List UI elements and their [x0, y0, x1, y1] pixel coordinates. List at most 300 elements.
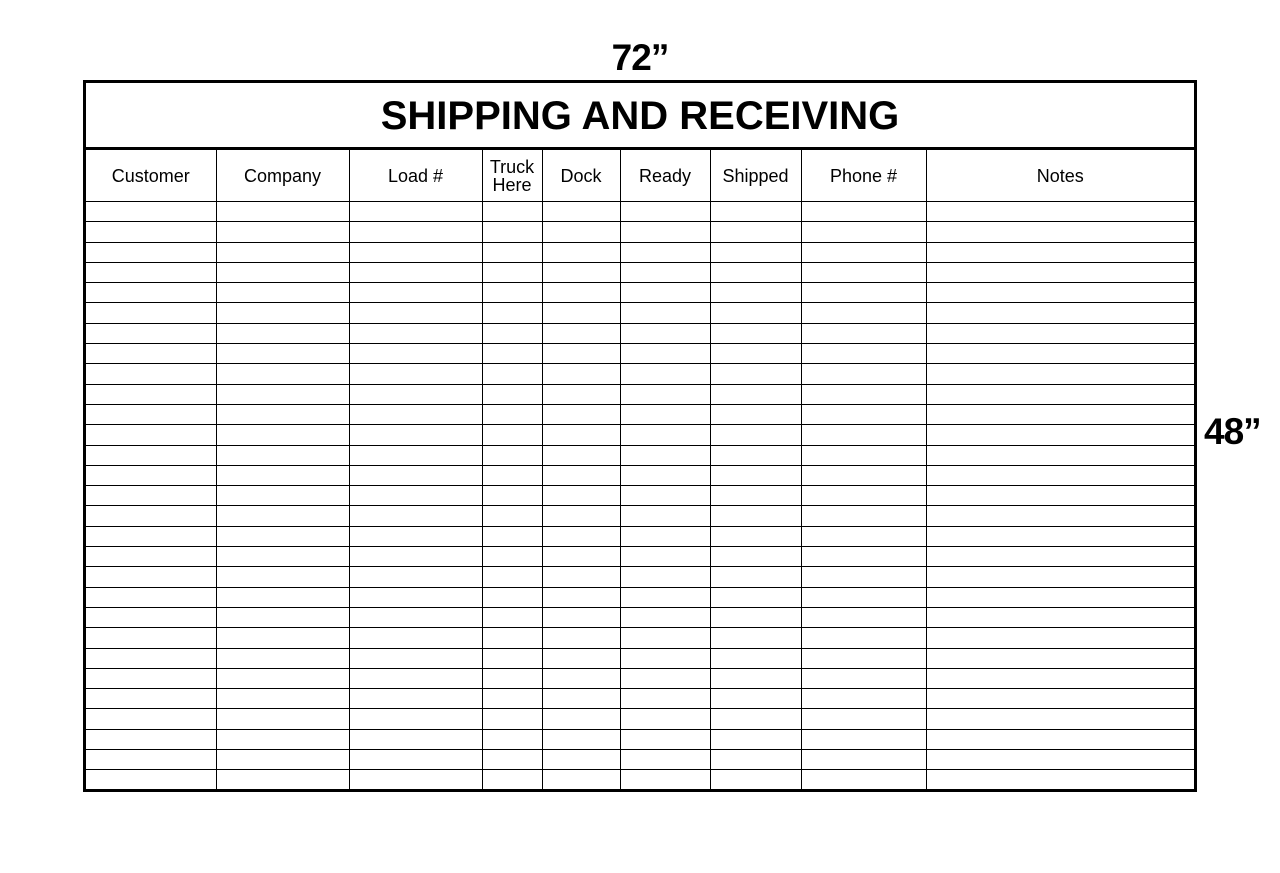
table-cell: [710, 303, 801, 323]
table-cell: [710, 607, 801, 627]
table-cell: [620, 303, 710, 323]
table-cell: [216, 262, 349, 282]
table-cell: [926, 323, 1194, 343]
table-cell: [542, 323, 620, 343]
table-cell: [542, 344, 620, 364]
table-cell: [482, 344, 542, 364]
table-cell: [710, 628, 801, 648]
table-cell: [482, 465, 542, 485]
table-cell: [349, 628, 482, 648]
table-cell: [216, 770, 349, 790]
table-cell: [349, 364, 482, 384]
table-row: [86, 323, 1194, 343]
table-cell: [710, 283, 801, 303]
table-cell: [801, 445, 926, 465]
table-row: [86, 689, 1194, 709]
table-row: [86, 445, 1194, 465]
table-cell: [542, 303, 620, 323]
table-cell: [349, 242, 482, 262]
table-cell: [86, 506, 216, 526]
table-cell: [482, 242, 542, 262]
column-header-notes: Notes: [926, 150, 1194, 202]
table-cell: [620, 344, 710, 364]
table-cell: [349, 404, 482, 424]
table-cell: [710, 404, 801, 424]
table-cell: [542, 648, 620, 668]
board-title: SHIPPING AND RECEIVING: [86, 83, 1194, 150]
table-cell: [216, 668, 349, 688]
table-cell: [801, 404, 926, 424]
table-row: [86, 344, 1194, 364]
table-cell: [86, 526, 216, 546]
column-header-truck-here: Truck Here: [482, 150, 542, 202]
table-cell: [620, 242, 710, 262]
table-row: [86, 587, 1194, 607]
table-cell: [349, 262, 482, 282]
table-cell: [801, 567, 926, 587]
table-cell: [710, 668, 801, 688]
table-cell: [86, 750, 216, 770]
table-row: [86, 404, 1194, 424]
column-header-customer: Customer: [86, 150, 216, 202]
table-cell: [710, 506, 801, 526]
table-cell: [349, 323, 482, 343]
table-cell: [349, 689, 482, 709]
table-cell: [542, 607, 620, 627]
table-cell: [86, 323, 216, 343]
table-cell: [801, 465, 926, 485]
table-cell: [801, 587, 926, 607]
table-cell: [216, 445, 349, 465]
table-cell: [710, 445, 801, 465]
table-cell: [349, 283, 482, 303]
table-row: [86, 750, 1194, 770]
table-cell: [926, 567, 1194, 587]
table-cell: [86, 587, 216, 607]
table-cell: [926, 262, 1194, 282]
table-cell: [216, 404, 349, 424]
table-cell: [349, 567, 482, 587]
table-row: [86, 770, 1194, 790]
table-cell: [482, 283, 542, 303]
table-cell: [710, 364, 801, 384]
table-cell: [86, 344, 216, 364]
table-cell: [620, 526, 710, 546]
table-cell: [801, 607, 926, 627]
table-cell: [86, 242, 216, 262]
table-cell: [482, 526, 542, 546]
table-cell: [801, 486, 926, 506]
table-cell: [801, 303, 926, 323]
table-cell: [542, 587, 620, 607]
table-cell: [216, 729, 349, 749]
table-cell: [216, 607, 349, 627]
table-cell: [710, 567, 801, 587]
table-cell: [216, 486, 349, 506]
table-cell: [86, 628, 216, 648]
table-cell: [542, 465, 620, 485]
table-row: [86, 526, 1194, 546]
table-cell: [216, 202, 349, 222]
table-row: [86, 364, 1194, 384]
table-cell: [216, 344, 349, 364]
table-cell: [620, 364, 710, 384]
table-cell: [542, 262, 620, 282]
table-cell: [216, 283, 349, 303]
table-cell: [542, 242, 620, 262]
table-cell: [926, 283, 1194, 303]
table-cell: [482, 689, 542, 709]
table-cell: [86, 770, 216, 790]
table-cell: [86, 486, 216, 506]
table-cell: [926, 202, 1194, 222]
table-cell: [542, 567, 620, 587]
table-cell: [542, 668, 620, 688]
table-cell: [216, 689, 349, 709]
blank-rows: [86, 202, 1194, 790]
table-cell: [926, 547, 1194, 567]
table-cell: [216, 648, 349, 668]
table-cell: [482, 547, 542, 567]
table-cell: [926, 404, 1194, 424]
table-cell: [620, 628, 710, 648]
table-cell: [926, 648, 1194, 668]
table-cell: [620, 587, 710, 607]
table-cell: [710, 242, 801, 262]
table-cell: [482, 486, 542, 506]
width-dimension-label: 72”: [611, 37, 669, 78]
table-cell: [482, 587, 542, 607]
table-cell: [801, 709, 926, 729]
table-cell: [620, 486, 710, 506]
table-row: [86, 303, 1194, 323]
table-cell: [482, 323, 542, 343]
table-cell: [801, 425, 926, 445]
table-cell: [86, 303, 216, 323]
table-cell: [926, 729, 1194, 749]
table-cell: [349, 648, 482, 668]
table-cell: [620, 425, 710, 445]
table-cell: [86, 567, 216, 587]
table-cell: [542, 384, 620, 404]
table-row: [86, 709, 1194, 729]
table-cell: [482, 506, 542, 526]
table-cell: [710, 729, 801, 749]
table-cell: [86, 425, 216, 445]
table-cell: [710, 262, 801, 282]
table-cell: [926, 587, 1194, 607]
table-cell: [482, 648, 542, 668]
table-cell: [482, 729, 542, 749]
table-cell: [801, 262, 926, 282]
table-cell: [216, 384, 349, 404]
table-cell: [542, 709, 620, 729]
table-cell: [620, 607, 710, 627]
table-cell: [710, 526, 801, 546]
table-cell: [349, 709, 482, 729]
table-row: [86, 567, 1194, 587]
table-cell: [216, 364, 349, 384]
table-cell: [349, 668, 482, 688]
table-cell: [620, 547, 710, 567]
table-cell: [620, 506, 710, 526]
table-cell: [620, 648, 710, 668]
table-cell: [542, 202, 620, 222]
table-cell: [216, 526, 349, 546]
table-cell: [216, 587, 349, 607]
table-cell: [216, 750, 349, 770]
table-cell: [710, 547, 801, 567]
table-cell: [349, 202, 482, 222]
table-cell: [482, 750, 542, 770]
column-header-ready: Ready: [620, 150, 710, 202]
table-cell: [86, 364, 216, 384]
column-header-phone-number: Phone #: [801, 150, 926, 202]
header-row: [86, 150, 1194, 202]
table-row: [86, 547, 1194, 567]
table-cell: [482, 202, 542, 222]
column-header-load-number: Load #: [349, 150, 482, 202]
table-cell: [710, 587, 801, 607]
table-cell: [620, 770, 710, 790]
table-cell: [542, 689, 620, 709]
table-cell: [86, 547, 216, 567]
table-cell: [620, 465, 710, 485]
table-cell: [542, 222, 620, 242]
table-cell: [926, 445, 1194, 465]
table-row: [86, 242, 1194, 262]
table-cell: [926, 628, 1194, 648]
table-cell: [926, 526, 1194, 546]
table-row: [86, 729, 1194, 749]
table-cell: [620, 709, 710, 729]
table-cell: [710, 425, 801, 445]
table-cell: [482, 303, 542, 323]
table-cell: [926, 506, 1194, 526]
table-cell: [86, 648, 216, 668]
table-cell: [620, 445, 710, 465]
table-cell: [482, 384, 542, 404]
height-dimension-label: 48”: [1204, 411, 1261, 452]
table-cell: [542, 283, 620, 303]
table-cell: [801, 648, 926, 668]
table-row: [86, 607, 1194, 627]
table-cell: [710, 486, 801, 506]
table-cell: [926, 384, 1194, 404]
table-row: [86, 202, 1194, 222]
column-header-shipped: Shipped: [710, 150, 801, 202]
table-cell: [542, 628, 620, 648]
table-cell: [542, 425, 620, 445]
table-cell: [542, 750, 620, 770]
table-cell: [349, 222, 482, 242]
table-cell: [710, 648, 801, 668]
table-cell: [349, 547, 482, 567]
table-row: [86, 384, 1194, 404]
table-cell: [801, 323, 926, 343]
table-cell: [926, 709, 1194, 729]
table-cell: [801, 628, 926, 648]
table-cell: [349, 729, 482, 749]
table-row: [86, 486, 1194, 506]
table-cell: [801, 526, 926, 546]
table-row: [86, 222, 1194, 242]
table-cell: [86, 262, 216, 282]
table-row: [86, 465, 1194, 485]
table-cell: [86, 465, 216, 485]
table-cell: [86, 709, 216, 729]
table-cell: [86, 222, 216, 242]
table-cell: [349, 506, 482, 526]
table-cell: [86, 283, 216, 303]
table-cell: [801, 729, 926, 749]
table-cell: [620, 222, 710, 242]
table-cell: [801, 364, 926, 384]
table-cell: [710, 202, 801, 222]
table-cell: [216, 547, 349, 567]
table-cell: [926, 364, 1194, 384]
table-cell: [216, 465, 349, 485]
table-cell: [482, 628, 542, 648]
table-cell: [801, 384, 926, 404]
table-cell: [710, 344, 801, 364]
table-cell: [216, 628, 349, 648]
table-row: [86, 283, 1194, 303]
table-cell: [926, 668, 1194, 688]
table-cell: [542, 770, 620, 790]
table-cell: [349, 445, 482, 465]
table-cell: [620, 202, 710, 222]
table-row: [86, 425, 1194, 445]
table-cell: [926, 425, 1194, 445]
table-cell: [349, 344, 482, 364]
table-cell: [620, 404, 710, 424]
table-cell: [926, 465, 1194, 485]
table-cell: [216, 242, 349, 262]
table-cell: [349, 607, 482, 627]
table-cell: [926, 303, 1194, 323]
table-cell: [482, 222, 542, 242]
table-cell: [349, 384, 482, 404]
table-cell: [216, 506, 349, 526]
table-cell: [482, 770, 542, 790]
table-cell: [349, 587, 482, 607]
table-cell: [349, 486, 482, 506]
table-cell: [349, 465, 482, 485]
table-cell: [801, 750, 926, 770]
table-cell: [482, 404, 542, 424]
shipping-receiving-board: [83, 80, 1197, 792]
table-cell: [482, 668, 542, 688]
table-cell: [216, 709, 349, 729]
table-cell: [926, 344, 1194, 364]
table-cell: [86, 729, 216, 749]
table-cell: [86, 202, 216, 222]
table-cell: [801, 770, 926, 790]
table-cell: [926, 607, 1194, 627]
table-cell: [620, 689, 710, 709]
table-cell: [620, 750, 710, 770]
table-cell: [710, 709, 801, 729]
table-cell: [349, 750, 482, 770]
table-cell: [801, 668, 926, 688]
table-row: [86, 506, 1194, 526]
table-cell: [801, 283, 926, 303]
table-row: [86, 668, 1194, 688]
table-cell: [482, 364, 542, 384]
table-cell: [542, 364, 620, 384]
table-row: [86, 648, 1194, 668]
table-cell: [216, 425, 349, 445]
table-cell: [542, 404, 620, 424]
table-cell: [801, 242, 926, 262]
table-cell: [620, 384, 710, 404]
table-cell: [926, 770, 1194, 790]
table-cell: [926, 242, 1194, 262]
table-cell: [542, 486, 620, 506]
column-header-company: Company: [216, 150, 349, 202]
table-cell: [482, 567, 542, 587]
table-cell: [801, 547, 926, 567]
table-cell: [542, 506, 620, 526]
table-cell: [482, 262, 542, 282]
table-cell: [482, 607, 542, 627]
table-cell: [801, 506, 926, 526]
table-cell: [710, 384, 801, 404]
table-cell: [482, 425, 542, 445]
table-cell: [216, 222, 349, 242]
table-cell: [86, 668, 216, 688]
table-cell: [216, 567, 349, 587]
table-cell: [86, 445, 216, 465]
table-cell: [620, 668, 710, 688]
table-cell: [926, 689, 1194, 709]
table-cell: [86, 689, 216, 709]
table-cell: [620, 283, 710, 303]
table-cell: [710, 689, 801, 709]
table-cell: [710, 465, 801, 485]
table-cell: [349, 526, 482, 546]
table-cell: [482, 445, 542, 465]
table-cell: [216, 323, 349, 343]
table-cell: [801, 202, 926, 222]
table-cell: [349, 303, 482, 323]
table-cell: [710, 750, 801, 770]
table-cell: [86, 404, 216, 424]
table-cell: [710, 323, 801, 343]
log-table: [86, 150, 1194, 790]
table-cell: [801, 689, 926, 709]
table-cell: [801, 222, 926, 242]
table-cell: [710, 222, 801, 242]
column-header-dock: Dock: [542, 150, 620, 202]
table-cell: [86, 384, 216, 404]
table-cell: [926, 486, 1194, 506]
table-cell: [620, 567, 710, 587]
table-cell: [349, 770, 482, 790]
table-cell: [542, 445, 620, 465]
table-cell: [216, 303, 349, 323]
table-cell: [710, 770, 801, 790]
table-cell: [542, 547, 620, 567]
table-row: [86, 628, 1194, 648]
table-cell: [926, 750, 1194, 770]
table-cell: [801, 344, 926, 364]
table-cell: [542, 729, 620, 749]
table-cell: [620, 262, 710, 282]
table-cell: [86, 607, 216, 627]
table-cell: [620, 729, 710, 749]
